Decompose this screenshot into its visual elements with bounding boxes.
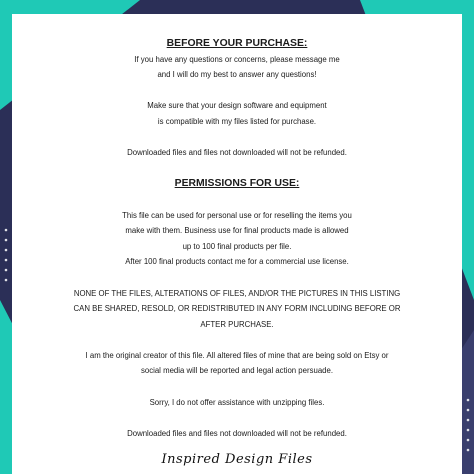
policy-line: Make sure that your design software and equipment	[147, 101, 327, 111]
policy-line: NONE OF THE FILES, ALTERATIONS OF FILES, AND/OR THE PICTURES IN THIS LISTING	[73, 288, 401, 298]
policy-line: up to 100 final products per file.	[182, 241, 292, 251]
before-purchase-heading: BEFORE YOUR PURCHASE:	[166, 38, 308, 49]
policy-line: CAN BE SHARED, RESOLD, OR REDISTRIBUTED IN ANY FORM INCLUDING BEFORE OR	[73, 304, 401, 314]
policy-line: I am the original creator of this file. All altered files of mine that are being sold on Etsy or	[85, 350, 389, 360]
shop-signature: Inspired Design Files	[161, 452, 313, 468]
policy-line: AFTER PURCHASE.	[200, 319, 274, 329]
permissions-heading: PERMISSIONS FOR USE:	[174, 178, 300, 190]
policy-line: After 100 final products contact me for a commercial use license.	[125, 257, 349, 267]
policy-line: If you have any questions or concerns, please message me	[134, 54, 340, 64]
policy-panel	[12, 14, 462, 474]
policy-line: Downloaded files and files not downloaded will not be refunded.	[127, 148, 347, 158]
policy-line: is compatible with my files listed for purchase.	[157, 116, 317, 126]
policy-line: Downloaded files and files not downloaded will not be refunded.	[127, 428, 347, 438]
policy-line: and I will do my best to answer any questions!	[157, 70, 317, 80]
policy-line: Sorry, I do not offer assistance with unzipping files.	[149, 397, 325, 407]
policy-line: This file can be used for personal use or for reselling the items you	[122, 210, 352, 220]
policy-line: make with them. Business use for final products made is allowed	[125, 226, 349, 236]
policy-line: social media will be reported and legal action persuade.	[140, 366, 333, 376]
